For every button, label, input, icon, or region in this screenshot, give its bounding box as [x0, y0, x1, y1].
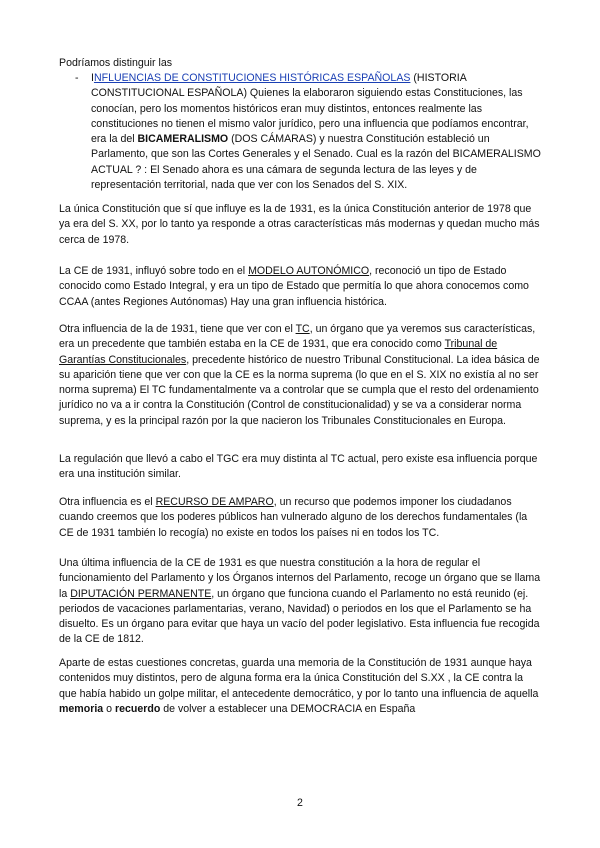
- bullet-dash: -: [75, 72, 79, 84]
- memoria-bold: memoria: [59, 702, 104, 715]
- p5-text-a: Otra influencia es el: [59, 496, 156, 508]
- p2-text-b: , reconoció un tipo de Estado conocido como Estado Integral, y era un tipo de Estado que permitía lo que ahora conocemos como CCAA (antes Regiones Autónomas) Hay una gran influencia histórica.: [59, 265, 529, 308]
- modelo-autonomico: MODELO AUTONÓMICO: [248, 265, 370, 277]
- paragraph-7: [59, 656, 541, 717]
- paragraph-3: [59, 322, 541, 429]
- recurso-amparo-term: RECURSO DE AMPARO: [155, 496, 274, 508]
- p3-text-c: , precedente histórico de nuestro Tribunal Constitucional. La idea básica de su aparición tiene que ver con que la CE es la norma suprema (lo que en el S. XIX no existía al no ser norma suprema) El TC fundamentalmente va a controlar que se cumpla que el resto del ordenamiento jurídico no va a ir contra la Constitución (Control de constitucionalidad) y se va a considerar norma suprema, y es la principal razón por la que nacieron los Tribunales Constitucionales en Europa.: [59, 353, 540, 427]
- bullet-lead: I: [91, 72, 94, 84]
- intro-line: Podríamos distinguir las: [59, 57, 173, 69]
- p7-text-a: Aparte de estas cuestiones concretas, guarda una memoria de la Constitución de 1931 aunque haya contenidos muy distintos, pero de alguna forma era la única Constitución del S.XX , la CE contra la que había habido un golpe militar, el antecedente democrático, y por lo tanto una influencia de aquella: [59, 657, 539, 700]
- paragraph-2: [59, 264, 541, 310]
- paragraph-4: La regulación que llevó a cabo el TGC era muy distinta al TC actual, pero existe esa influencia porque era una institución similar.: [59, 453, 538, 481]
- bullet-item: [91, 71, 541, 193]
- bullet-text-1: (HISTORIA CONSTITUCIONAL ESPAÑOLA) Quienes la elaboraron siguiendo estas Constituciones, las conocían, pero los momentos históricos eran muy distintos, entonces realmente las constituciones no tienen el mismo valor jurídico, pero una influencia que podíamos encontrar, era la del: [91, 72, 529, 146]
- paragraph-5: [59, 495, 541, 541]
- tribunal-garantias-term: Tribunal de Garantías Constitucionales: [59, 338, 498, 366]
- p5-text-b: , un recurso que podemos imponer los ciudadanos cuando creemos que los poderes públicos han vulnerado alguno de los derechos fundamentales (la CE de 1931 también lo recogía) no existe en todos los países ni en todos los TC.: [59, 496, 528, 539]
- p3-text-b: , un órgano que ya veremos sus características, era un precedente que también estaba en la CE de 1931, que era conocido como: [59, 323, 536, 351]
- tc-term: TC: [295, 323, 310, 335]
- p2-text-a: La CE de 1931, influyó sobre todo en el: [59, 265, 249, 277]
- recuerdo-bold: recuerdo: [114, 702, 161, 715]
- p6-text-b: , un órgano que funciona cuando el Parlamento no está reunido (ej. periodos de vacaciones parlamentarias, verano, Navidad) o periodos en los que el Parlamento se ha disuelto. Es un órgano para evitar que haya un vacío del poder legislativo. Esta influencia fue recogida de la CE de 1812.: [59, 587, 540, 646]
- bicameralismo-bold: BICAMERALISMO: [137, 133, 229, 146]
- influencias-link[interactable]: NFLUENCIAS DE CONSTITUCIONES HISTÓRICAS ESPAÑOLAS: [93, 72, 411, 84]
- paragraph-6: [59, 556, 541, 648]
- p6-text-a: Una última influencia de la CE de 1931 es que nuestra constitución a la hora de regular el funcionamiento del Parlamento y los Órganos internos del Parlamento, recoge un órgano que se llama la: [59, 557, 541, 600]
- paragraph-1: La única Constitución que sí que influye es la de 1931, es la única Constitución anterior de 1978 que ya era del S. XX, por lo tanto ya responde a otras características más modernas y quedan mucho más cerca de 1978.: [59, 203, 540, 246]
- p7-text-mid: o: [103, 702, 115, 715]
- p7-text-b: de volver a establecer una DEMOCRACIA en España: [160, 702, 416, 715]
- p3-text-a: Otra influencia de la de 1931, tiene que ver con el: [59, 323, 296, 335]
- diputacion-permanente-term: DIPUTACIÓN PERMANENTE: [70, 587, 212, 600]
- page-number: 2: [297, 797, 303, 809]
- bullet-text-2: (DOS CÁMARAS) y nuestra Constitución estableció un Parlamento, que son las Cortes Generales y el Senado. Cual es la razón del BICAMERALISMO ACTUAL ? : El Senado ahora es una cámara de segunda lectura de las leyes y de representación territorial, nada que ver con los Senados del S. XIX.: [91, 133, 541, 192]
